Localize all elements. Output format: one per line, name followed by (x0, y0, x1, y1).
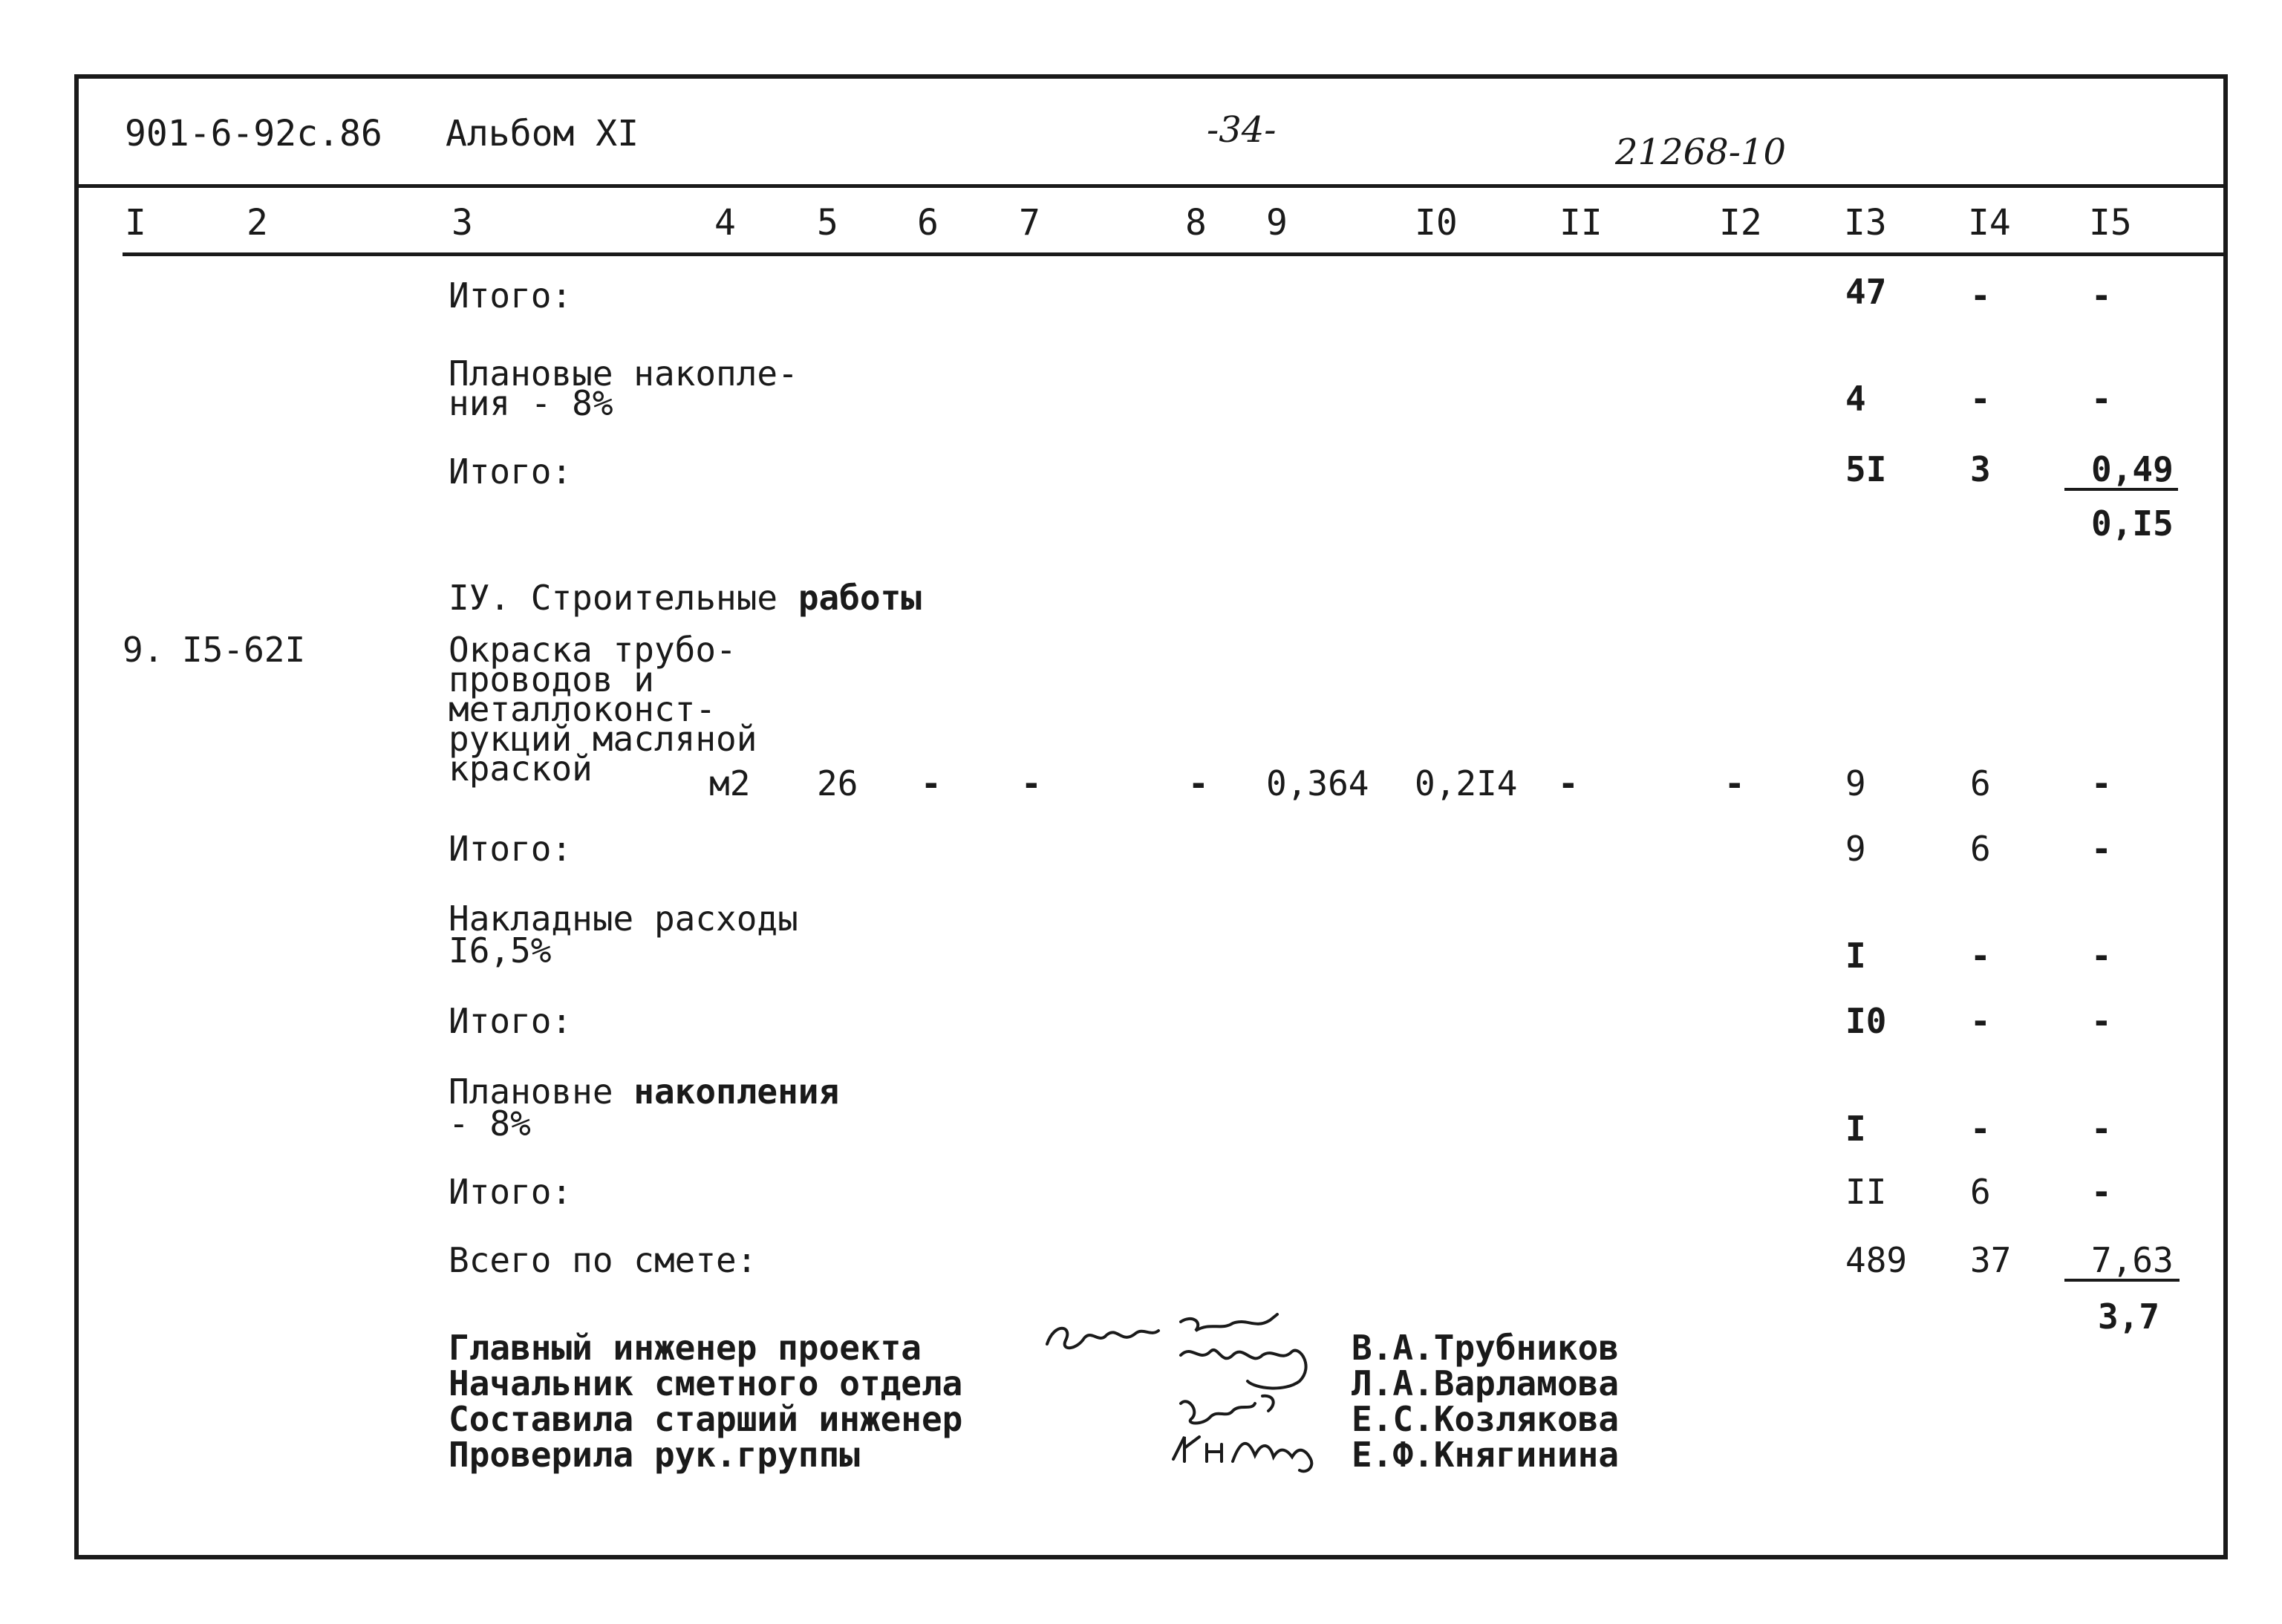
cell-c14: 6 (1970, 763, 1991, 803)
cell-c14: 6 (1970, 1172, 1991, 1212)
col-1: I (125, 202, 146, 244)
cell-c14: 37 (1970, 1240, 2012, 1280)
album-label: Альбом XI (446, 113, 639, 154)
cell-c5: 26 (817, 763, 858, 803)
doc-number: 21268-10 (1615, 131, 1786, 173)
cell-c15: - (2091, 1001, 2112, 1041)
col-4: 4 (714, 202, 736, 244)
row-label: Итого: (449, 275, 573, 316)
col-10: I0 (1415, 202, 1458, 244)
cell-c10: 0,2I4 (1415, 763, 1518, 803)
cell-c13: 9 (1845, 763, 1866, 803)
row-label-line1: Плановые накопле- (449, 353, 798, 394)
cell-c6: - (921, 763, 942, 803)
col-6: 6 (917, 202, 939, 244)
col-15: I5 (2089, 202, 2132, 244)
cell-c14: 3 (1970, 449, 1991, 489)
col-5: 5 (817, 202, 838, 244)
cell-c14: - (1970, 1109, 1991, 1149)
row-label-line2: проводов и (449, 659, 654, 700)
doc-code: 901-6-92с.86 (125, 113, 382, 154)
col-14: I4 (1968, 202, 2011, 244)
cell-c15: - (2091, 763, 2112, 803)
row-label-line2: - 8% (449, 1103, 531, 1144)
cell-c15-denominator: 0,I5 (2091, 503, 2174, 544)
row-label-line1: Плановне накопления (449, 1072, 840, 1112)
col-13: I3 (1844, 202, 1887, 244)
cell-c14: - (1970, 379, 1991, 419)
cell-c14: - (1970, 275, 1991, 316)
cell-c12: - (1724, 763, 1745, 803)
row-label-line1: Накладные расходы (449, 899, 798, 939)
cell-c15-numerator: 7,63 (2064, 1242, 2180, 1282)
cell-c15: - (2091, 379, 2112, 419)
item-number: 9. (123, 630, 164, 670)
cell-c13: I (1845, 936, 1866, 976)
col-11: II (1559, 202, 1603, 244)
cell-c7: - (1021, 763, 1042, 803)
col-12: I2 (1719, 202, 1762, 244)
row-label: Всего по смете: (449, 1240, 757, 1280)
cell-c15-denominator: 3,7 (2098, 1297, 2160, 1337)
cell-c14: - (1970, 936, 1991, 976)
cell-c13: II (1845, 1172, 1887, 1212)
col-8: 8 (1185, 202, 1207, 244)
cell-c13: 489 (1845, 1240, 1908, 1280)
cell-c15: - (2091, 1109, 2112, 1149)
row-label-line5: краской (449, 749, 593, 789)
row-label-line2: I6,5% (449, 930, 552, 971)
cell-c13: 47 (1845, 272, 1887, 312)
col-9: 9 (1266, 202, 1288, 244)
row-label-line1: Окраска трубо- (449, 630, 737, 670)
cell-c14: - (1970, 1001, 1991, 1041)
cell-c13: 9 (1845, 829, 1866, 869)
cell-unit: м2 (709, 763, 751, 803)
row-label-line2: ния - 8% (449, 383, 613, 423)
col-2: 2 (247, 202, 268, 244)
signature-name: Е.С.Козлякова (1352, 1399, 1620, 1439)
col-3: 3 (451, 202, 473, 244)
cell-c13: I (1845, 1109, 1866, 1149)
row-label-line3: металлоконст- (449, 689, 717, 729)
signature-role: Главный инженер проекта (449, 1328, 922, 1368)
item-code: I5-62I (182, 630, 306, 670)
cell-c13: 4 (1845, 379, 1866, 419)
cell-c8: - (1188, 763, 1209, 803)
cell-c15: - (2091, 1172, 2112, 1212)
cell-c9: 0,364 (1266, 763, 1369, 803)
signature-name: Е.Ф.Княгинина (1352, 1435, 1620, 1475)
row-label: Итого: (449, 829, 573, 869)
section-heading: IУ. Строительные работы (449, 578, 922, 618)
cell-c15-numerator: 0,49 (2064, 451, 2178, 491)
cell-c15: - (2091, 275, 2112, 316)
row-label: Итого: (449, 451, 573, 492)
signature-role: Составила старший инженер (449, 1399, 963, 1439)
cell-c11: - (1558, 763, 1579, 803)
cell-c15: - (2091, 829, 2112, 869)
signature-name: Л.А.Варламова (1352, 1363, 1620, 1403)
signature-role: Проверила рук.группы (449, 1435, 860, 1475)
signature-role: Начальник сметного отдела (449, 1363, 963, 1403)
handwritten-signatures (1032, 1292, 1359, 1485)
row-label: Итого: (449, 1001, 573, 1041)
cell-c13: 5I (1845, 449, 1887, 489)
signature-name: В.А.Трубников (1352, 1328, 1620, 1368)
column-rule (123, 252, 2223, 256)
cell-c14: 6 (1970, 829, 1991, 869)
row-label-line4: рукций масляной (449, 719, 757, 759)
row-label: Итого: (449, 1172, 573, 1212)
header-rule (79, 184, 2223, 188)
col-7: 7 (1019, 202, 1040, 244)
cell-c15: - (2091, 936, 2112, 976)
page-number: -34- (1207, 109, 1277, 151)
cell-c13: I0 (1845, 1001, 1887, 1041)
